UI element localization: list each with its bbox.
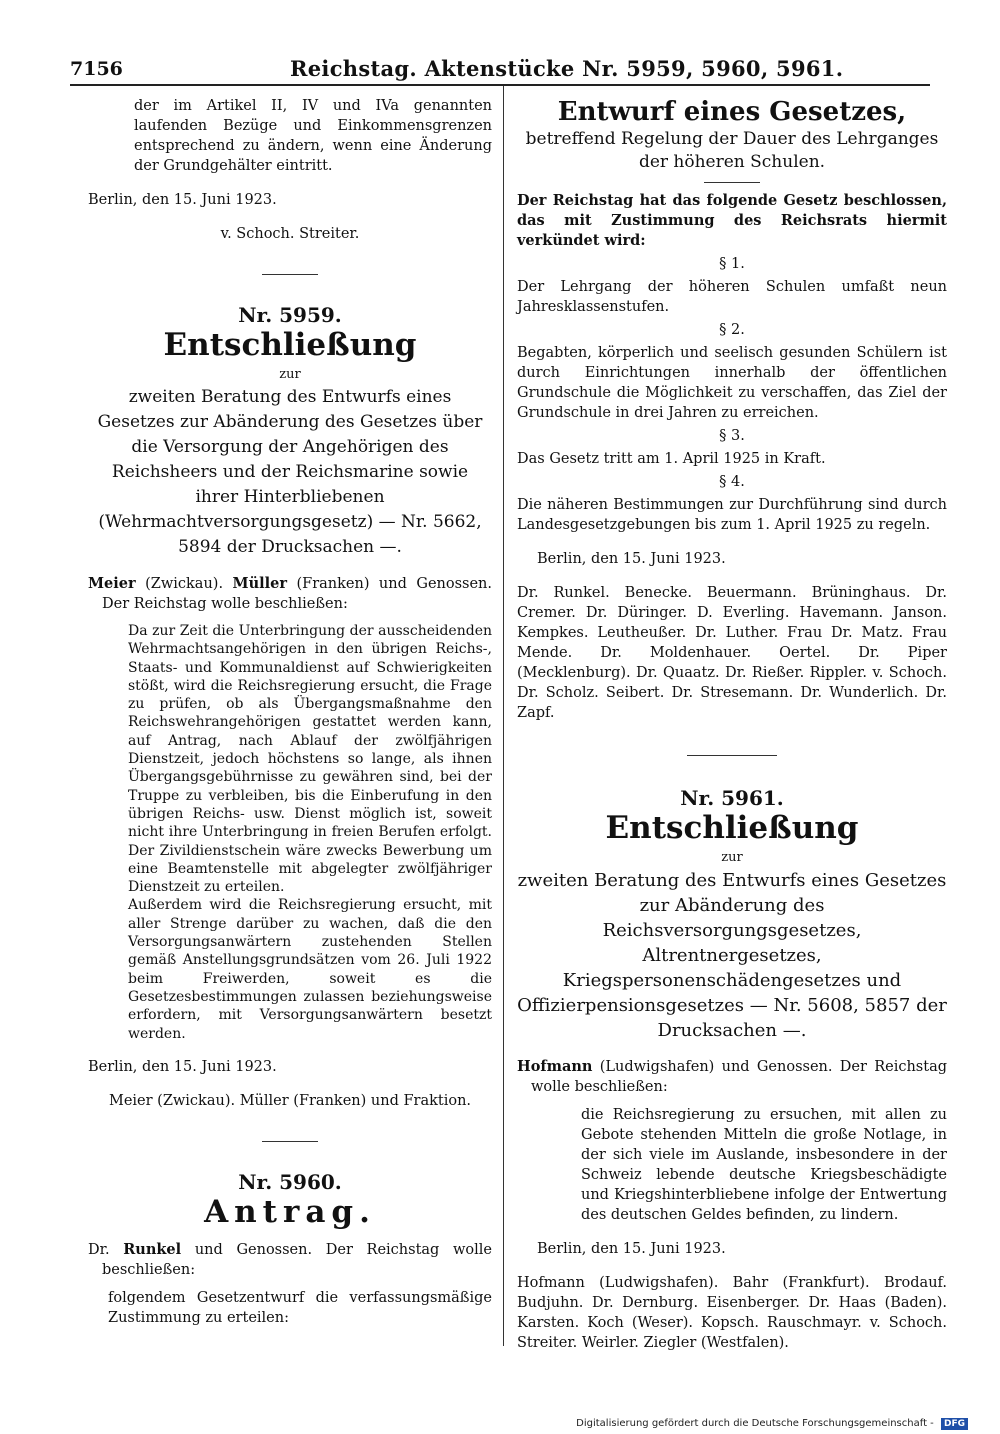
resolution-text: die Reichsregierung zu ersuchen, mit allen zu Gebote stehenden Mitteln die große Notlage, in der sich viele im Auslande, insbesondere in der Schweiz lebende deutsche Kriegsbeschädigte und Kriegshinterbliebene infolge der Entwertung des deutschen Geldes befinden, zu lindern. <box>581 1107 947 1223</box>
footer-text: Digitalisierung gefördert durch die Deutsche Forschungsgemeinschaft - <box>576 1418 934 1429</box>
bill-title: Entwurf eines Gesetzes, <box>557 97 907 127</box>
left-column <box>88 96 492 1328</box>
right-column <box>517 96 947 1353</box>
section-label: § 2. <box>719 322 745 338</box>
proposer-line: Hofmann (Ludwigshafen) und Genossen. Der Reichstag wolle beschließen: <box>517 1058 947 1095</box>
section-rule <box>687 755 777 756</box>
header-title: Reichstag. Aktenstücke Nr. 5959, 5960, 5961. <box>290 56 844 81</box>
title-connector: zur <box>279 367 301 382</box>
proposer-name: Runkel <box>123 1240 182 1258</box>
document-number: Nr. 5961. <box>680 786 784 810</box>
place-date: Berlin, den 15. Juni 1923. <box>88 1058 277 1075</box>
place-date: Berlin, den 15. Juni 1923. <box>537 551 726 567</box>
section-label: § 1. <box>719 256 745 272</box>
signers: Meier (Zwickau). Müller (Franken) und Fraktion. <box>108 1092 472 1109</box>
section-label: § 4. <box>719 474 745 490</box>
page-number: 7156 <box>70 58 123 80</box>
digitization-footer <box>576 1418 968 1430</box>
proposer-name: Meier <box>88 575 136 592</box>
proposer-line: Dr. Runkel und Genossen. Der Reichstag wolle beschließen: <box>88 1240 492 1278</box>
document-number: Nr. 5959. <box>238 303 342 327</box>
dfg-logo: DFG <box>941 1418 968 1430</box>
section-rule <box>704 182 760 183</box>
signers: v. Schoch. Streiter. <box>220 226 360 242</box>
title-connector: zur <box>721 850 743 865</box>
document-number: Nr. 5960. <box>238 1169 342 1194</box>
section-label: § 3. <box>719 428 745 444</box>
section-text: Begabten, körperlich und seelisch gesunden Schülern ist durch Einrichtungen innerhalb der öffentlichen Grundschule die Möglichkeit zu verschaffen, das Ziel der Grundschule in drei Jahren zu erreichen. <box>517 345 947 421</box>
document-title: Entschließung <box>163 327 417 363</box>
section-rule <box>262 274 318 275</box>
section-text: Der Lehrgang der höheren Schulen umfaßt neun Jahresklassenstufen. <box>517 279 947 315</box>
intro-paragraph: der im Artikel II, IV und IVa genannten laufenden Bezüge und Einkommensgrenzen entsprechend zu ändern, wenn eine Änderung der Grundgehälter eintritt. <box>134 98 492 174</box>
proposer-name: Müller <box>232 575 288 592</box>
place-date: Berlin, den 15. Juni 1923. <box>537 1241 726 1257</box>
resolution-text: Außerdem wird die Reichsregierung ersucht, mit aller Strenge darüber zu wachen, daß die den Versorgungsanwärtern zustehenden Stellen gemäß Anstellungsgrundsätzen vom 26. Juli 1922 beim Freiwerden, soweit es die Gesetzesbestimmungen zulassen beziehungsweise erfordern, mit Versorgungsanwärtern besetzt werden. <box>128 897 492 1042</box>
bill-preamble: Der Reichstag hat das folgende Gesetz beschlossen, das mit Zustimmung des Reichsrats hiermit verkündet wird: <box>517 192 947 249</box>
bill-subtitle: betreffend Regelung der Dauer des Lehrganges der höheren Schulen. <box>525 129 939 172</box>
signers: Dr. Runkel. Benecke. Beuermann. Brüninghaus. Dr. Cremer. Dr. Düringer. D. Everling. Havemann. Janson. Kempkes. Leutheußer. Dr. Luther. Frau Dr. Matz. Frau Mende. Dr. Moldenhauer. Oertel. Dr. Piper (Mecklenburg). Dr. Quaatz. Dr. Rießer. Rippler. v. Schoch. Dr. Scholz. Seibert. Dr. Stresemann. Dr. Wunderlich. Dr. Zapf. <box>517 585 947 721</box>
resolution-text: Da zur Zeit die Unterbringung der ausscheidenden Wehrmachtsangehörigen in den übrigen Reichs-, Staats- und Kommunaldienst auf Schwierigkeiten stößt, wird die Reichsregierung ersucht, die Frage zu prüfen, ob als Übergangsmaßnahme den Reichswehrangehörigen gestattet werden kann, auf Antrag, nach Ablauf der zwölfjährigen Dienstzeit, jedoch höchstens so lange, als ihnen Übergangsgebührnisse zu gewähren sind, bei der Truppe zu verbleiben, bis die Einberufung in den übrigen Reichs- usw. Dienst möglich ist, soweit nicht ihre Unterbringung in freien Berufen erfolgt. Der Zivildienstschein wäre zwecks Bewerbung um eine Beamtenstelle mit abgelegter zwölfjähriger Dienstzeit zu erteilen. <box>128 623 492 896</box>
document-title: Antrag. <box>204 1193 376 1230</box>
proposer-name: Hofmann <box>517 1058 593 1075</box>
place-date: Berlin, den 15. Juni 1923. <box>88 192 277 208</box>
document-title: Entschließung <box>605 810 859 846</box>
column-divider <box>503 86 504 1346</box>
proposer-line: Meier (Zwickau). Müller (Franken) und Genossen. Der Reichstag wolle beschließen: <box>88 575 493 612</box>
signers: Hofmann (Ludwigshafen). Bahr (Frankfurt). Brodauf. Budjuhn. Dr. Dernburg. Eisenberger. Dr. Haas (Baden). Karsten. Koch (Weser). Kopsch. Rauschmayr. v. Schoch. Streiter. Weirler. Ziegler (Westfalen). <box>517 1275 947 1351</box>
section-rule <box>262 1141 318 1142</box>
document-subject: zweiten Beratung des Entwurfs eines Gesetzes zur Abänderung des Gesetzes über die Versorgung der Angehörigen des Reichsheers und der Reichsmarine sowie ihrer Hinterbliebenen (Wehrmachtversorgungsgesetz) — Nr. 5662, 5894 der Drucksachen —. <box>97 387 483 557</box>
document-subject: zweiten Beratung des Entwurfs eines Gesetzes zur Abänderung des Reichsversorgungsgesetzes, Altrentnergesetzes, Kriegspersonenschädengesetzes und Offizierpensionsgesetzes — Nr. 5608, 5857 der Drucksachen —. <box>517 870 947 1041</box>
resolution-text: folgendem Gesetzentwurf die verfassungsmäßige Zustimmung zu erteilen: <box>108 1289 492 1326</box>
section-text: Die näheren Bestimmungen zur Durchführung sind durch Landesgesetzgebungen bis zum 1. April 1925 zu regeln. <box>517 497 947 533</box>
page-header <box>70 54 930 86</box>
section-text: Das Gesetz tritt am 1. April 1925 in Kraft. <box>517 451 826 467</box>
